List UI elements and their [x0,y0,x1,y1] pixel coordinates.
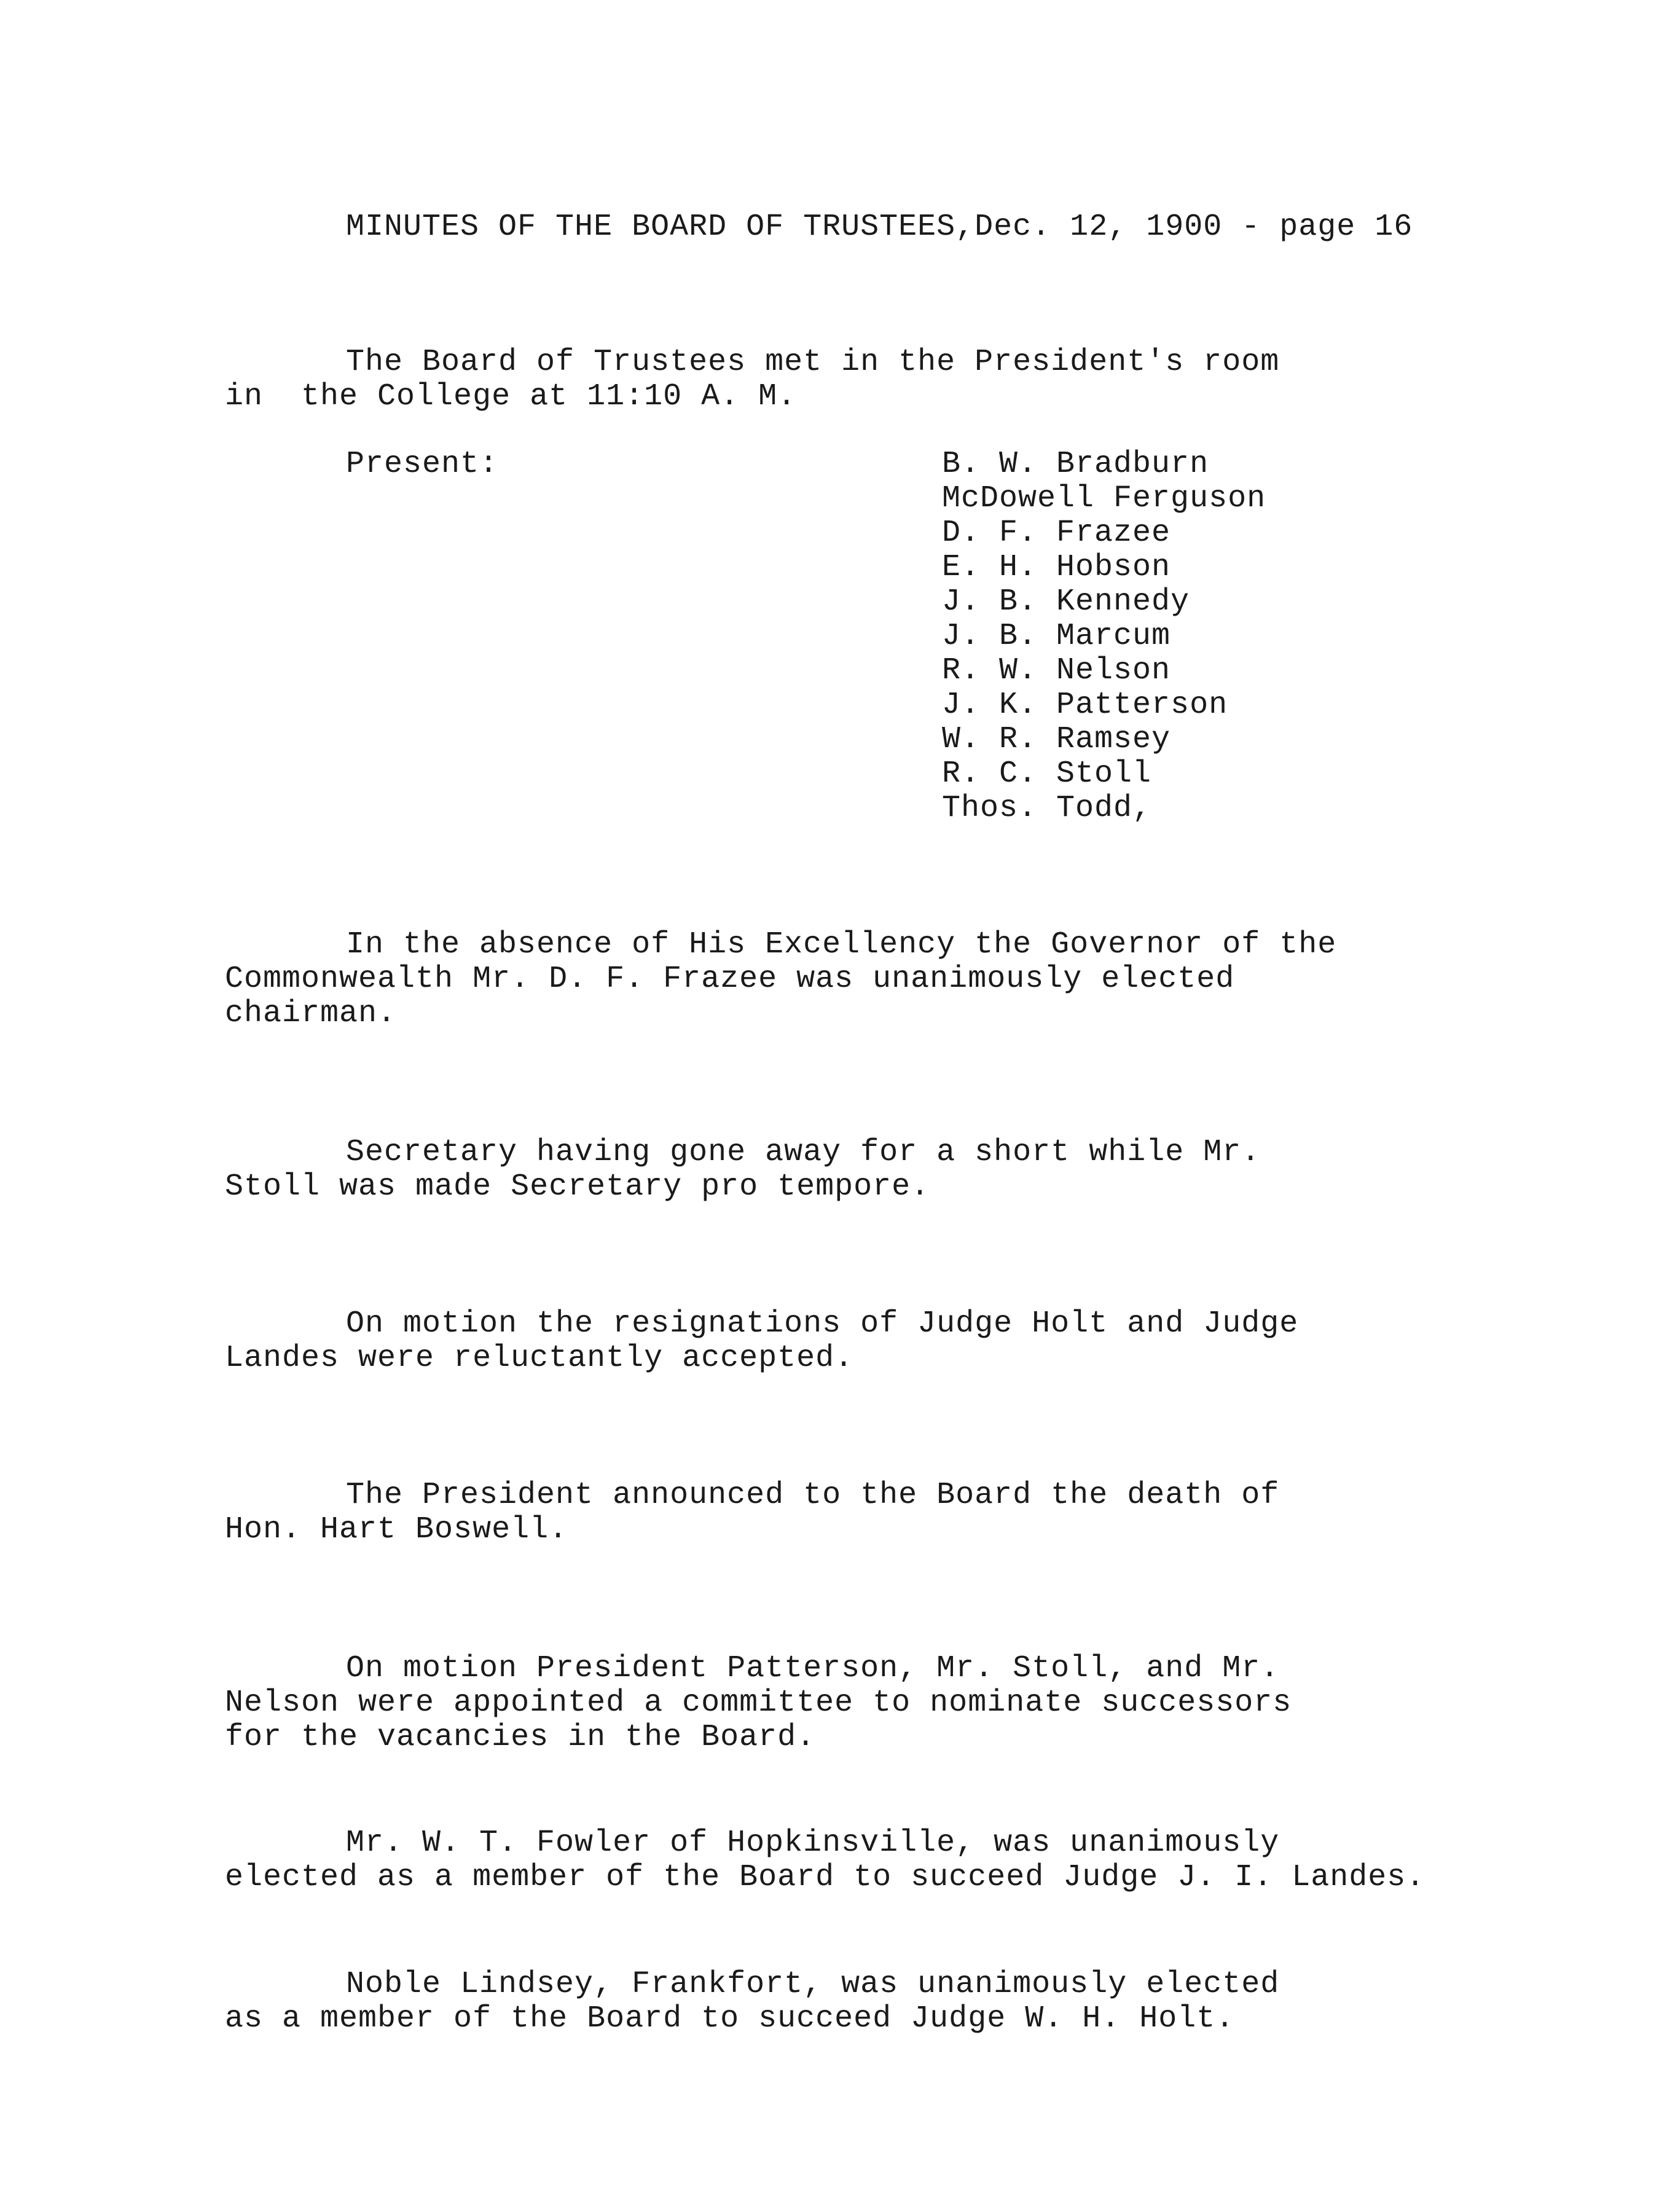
member-name: R. C. Stoll [942,756,1152,791]
member-name: B. W. Bradburn [942,447,1209,482]
chairman-line-2: Commonwealth Mr. D. F. Frazee was unanimously elected [225,962,1235,997]
secretary-line-1: Secretary having gone away for a short while Mr. [346,1135,1261,1170]
present-members-list [942,447,1266,826]
secretary-line-2: Stoll was made Secretary pro tempore. [225,1169,930,1204]
resignations-line-1: On motion the resignations of Judge Holt and Judge [346,1306,1299,1341]
lindsey-line-1: Noble Lindsey, Frankfort, was unanimously elected [346,1967,1280,2002]
chairman-line-1: In the absence of His Excellency the Governor of the [346,927,1337,962]
present-label: Present: [346,447,499,482]
member-name: J. K. Patterson [942,688,1228,723]
member-name: D. F. Frazee [942,516,1171,551]
death-line-2: Hon. Hart Boswell. [225,1512,568,1547]
member-name: McDowell Ferguson [942,481,1266,516]
member-name: Thos. Todd, [942,791,1152,826]
member-name: W. R. Ramsey [942,722,1171,757]
committee-line-3: for the vacancies in the Board. [225,1720,816,1755]
resignations-line-2: Landes were reluctantly accepted. [225,1341,854,1376]
member-name: E. H. Hobson [942,550,1171,585]
death-line-1: The President announced to the Board the death of [346,1478,1280,1513]
lindsey-line-2: as a member of the Board to succeed Judge W. H. Holt. [225,2001,1235,2036]
member-name: J. B. Kennedy [942,584,1190,619]
committee-line-2: Nelson were appointed a committee to nominate successors [225,1685,1292,1720]
opening-line-2: in the College at 11:10 A. M. [225,379,797,414]
page-header: MINUTES OF THE BOARD OF TRUSTEES,Dec. 12, 1900 - page 16 [346,210,1413,245]
fowler-line-1: Mr. W. T. Fowler of Hopkinsville, was unanimously [346,1826,1280,1861]
chairman-line-3: chairman. [225,996,397,1031]
member-name: R. W. Nelson [942,653,1171,688]
fowler-line-2: elected as a member of the Board to succeed Judge J. I. Landes. [225,1860,1426,1895]
committee-line-1: On motion President Patterson, Mr. Stoll, and Mr. [346,1651,1280,1686]
opening-line-1: The Board of Trustees met in the President's room [346,345,1280,380]
member-name: J. B. Marcum [942,619,1171,654]
